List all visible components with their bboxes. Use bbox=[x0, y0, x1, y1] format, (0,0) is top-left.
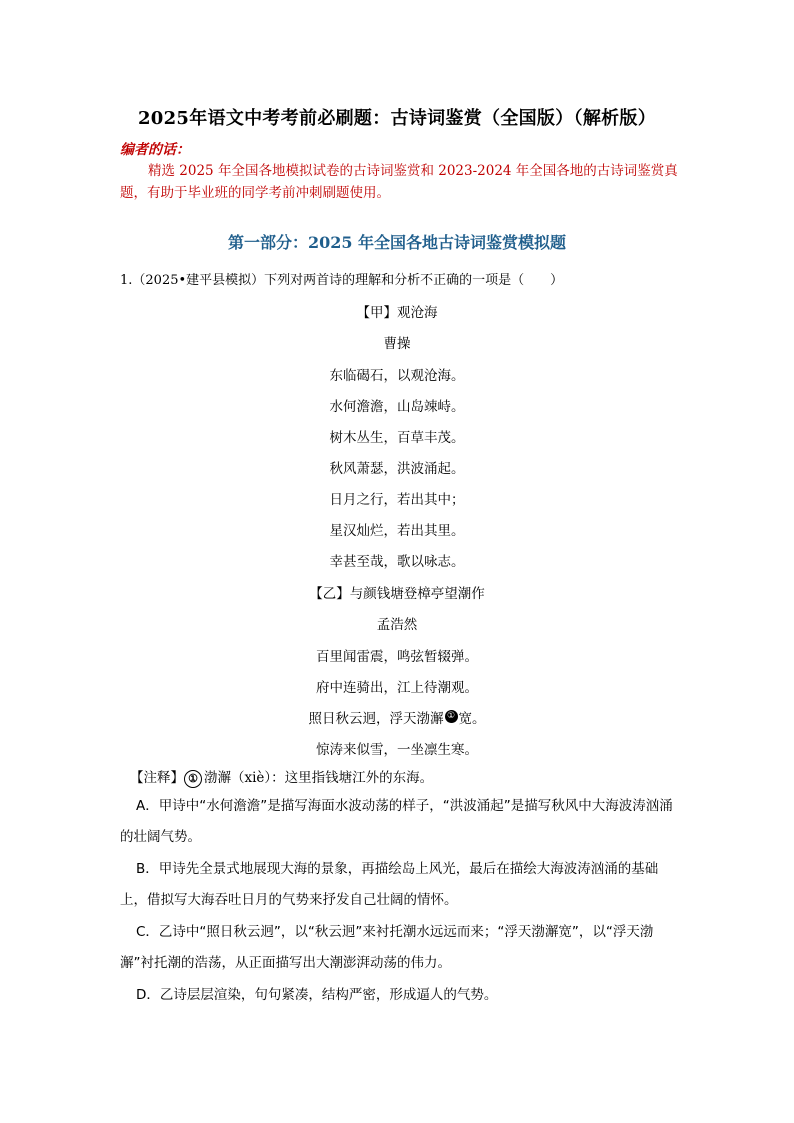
option-d: D．乙诗层层渲染，句句紧凑，结构严密，形成逼人的气势。 bbox=[136, 987, 498, 1003]
editor-note-label: 编者的话： bbox=[120, 142, 190, 158]
annotation-marker: ① bbox=[184, 770, 202, 788]
poem-line-text: 照日秋云迥，浮天渤澥 bbox=[308, 711, 444, 727]
poem-line: 百里闻雷震，鸣弦暂辍弹。 bbox=[316, 649, 478, 665]
poem-line-tail: 宽。 bbox=[458, 711, 486, 727]
option-b: B．甲诗先全景式地展现大海的景象，再描绘岛上风光，最后在描绘大海波涛汹涌的基础上，借拟写大海吞吐日月的气势来抒发自己壮阔的情怀。 bbox=[120, 861, 659, 908]
poem-line: 东临碣石，以观沧海。 bbox=[329, 368, 465, 384]
poem-line: 树木丛生，百草丰茂。 bbox=[329, 430, 465, 446]
annotation bbox=[130, 766, 433, 788]
poem-line bbox=[0, 707, 794, 727]
poem-line: 府中连骑出，江上待潮观。 bbox=[316, 680, 478, 696]
annotation-text: 渤澥（xiè）：这里指钱塘江外的东海。 bbox=[204, 770, 434, 786]
option-a: A．甲诗中“水何澹澹”是描写海面水波动荡的样子，“洪波涌起”是描写秋风中大海波涛汹涌的壮阔气势。 bbox=[120, 798, 673, 845]
poem-a-title: 【甲】观沧海 bbox=[356, 305, 438, 321]
poem-line: 秋风萧瑟，洪波涌起。 bbox=[329, 461, 465, 477]
option-c: C．乙诗中“照日秋云迥”，以“秋云迥”来衬托潮水远远而来；“浮天渤澥宽”，以“浮天渤澥”衬托潮的浩荡，从正面描写出大潮澎湃动荡的伟力。 bbox=[120, 924, 654, 971]
footnote-marker: ① bbox=[445, 710, 458, 723]
editor-note-text: 精选 2025 年全国各地模拟试卷的古诗词鉴赏和 2023-2024 年全国各地的古诗词鉴赏真题，有助于毕业班的同学考前冲刺刷题使用。 bbox=[120, 163, 678, 201]
poem-line: 水何澹澹，山岛竦峙。 bbox=[329, 399, 465, 415]
document-title: 2025年语文中考考前必刷题：古诗词鉴赏（全国版）（解析版） bbox=[137, 108, 657, 129]
poem-line: 日月之行，若出其中； bbox=[329, 492, 465, 508]
poem-line: 惊涛来似雪，一坐凛生寒。 bbox=[316, 742, 478, 758]
question-stem: 1.（2025•建平县模拟）下列对两首诗的理解和分析不正确的一项是（ ） bbox=[120, 273, 564, 288]
annotation-label: 【注释】 bbox=[130, 770, 184, 786]
poem-b-title: 【乙】与颜钱塘登樟亭望潮作 bbox=[309, 586, 485, 602]
poem-a-author: 曹操 bbox=[383, 336, 411, 352]
poem-b-author: 孟浩然 bbox=[376, 617, 418, 633]
poem-line: 星汉灿烂，若出其里。 bbox=[329, 523, 465, 539]
section-heading: 第一部分：2025 年全国各地古诗词鉴赏模拟题 bbox=[227, 233, 567, 252]
poem-line: 幸甚至哉，歌以咏志。 bbox=[329, 554, 465, 570]
